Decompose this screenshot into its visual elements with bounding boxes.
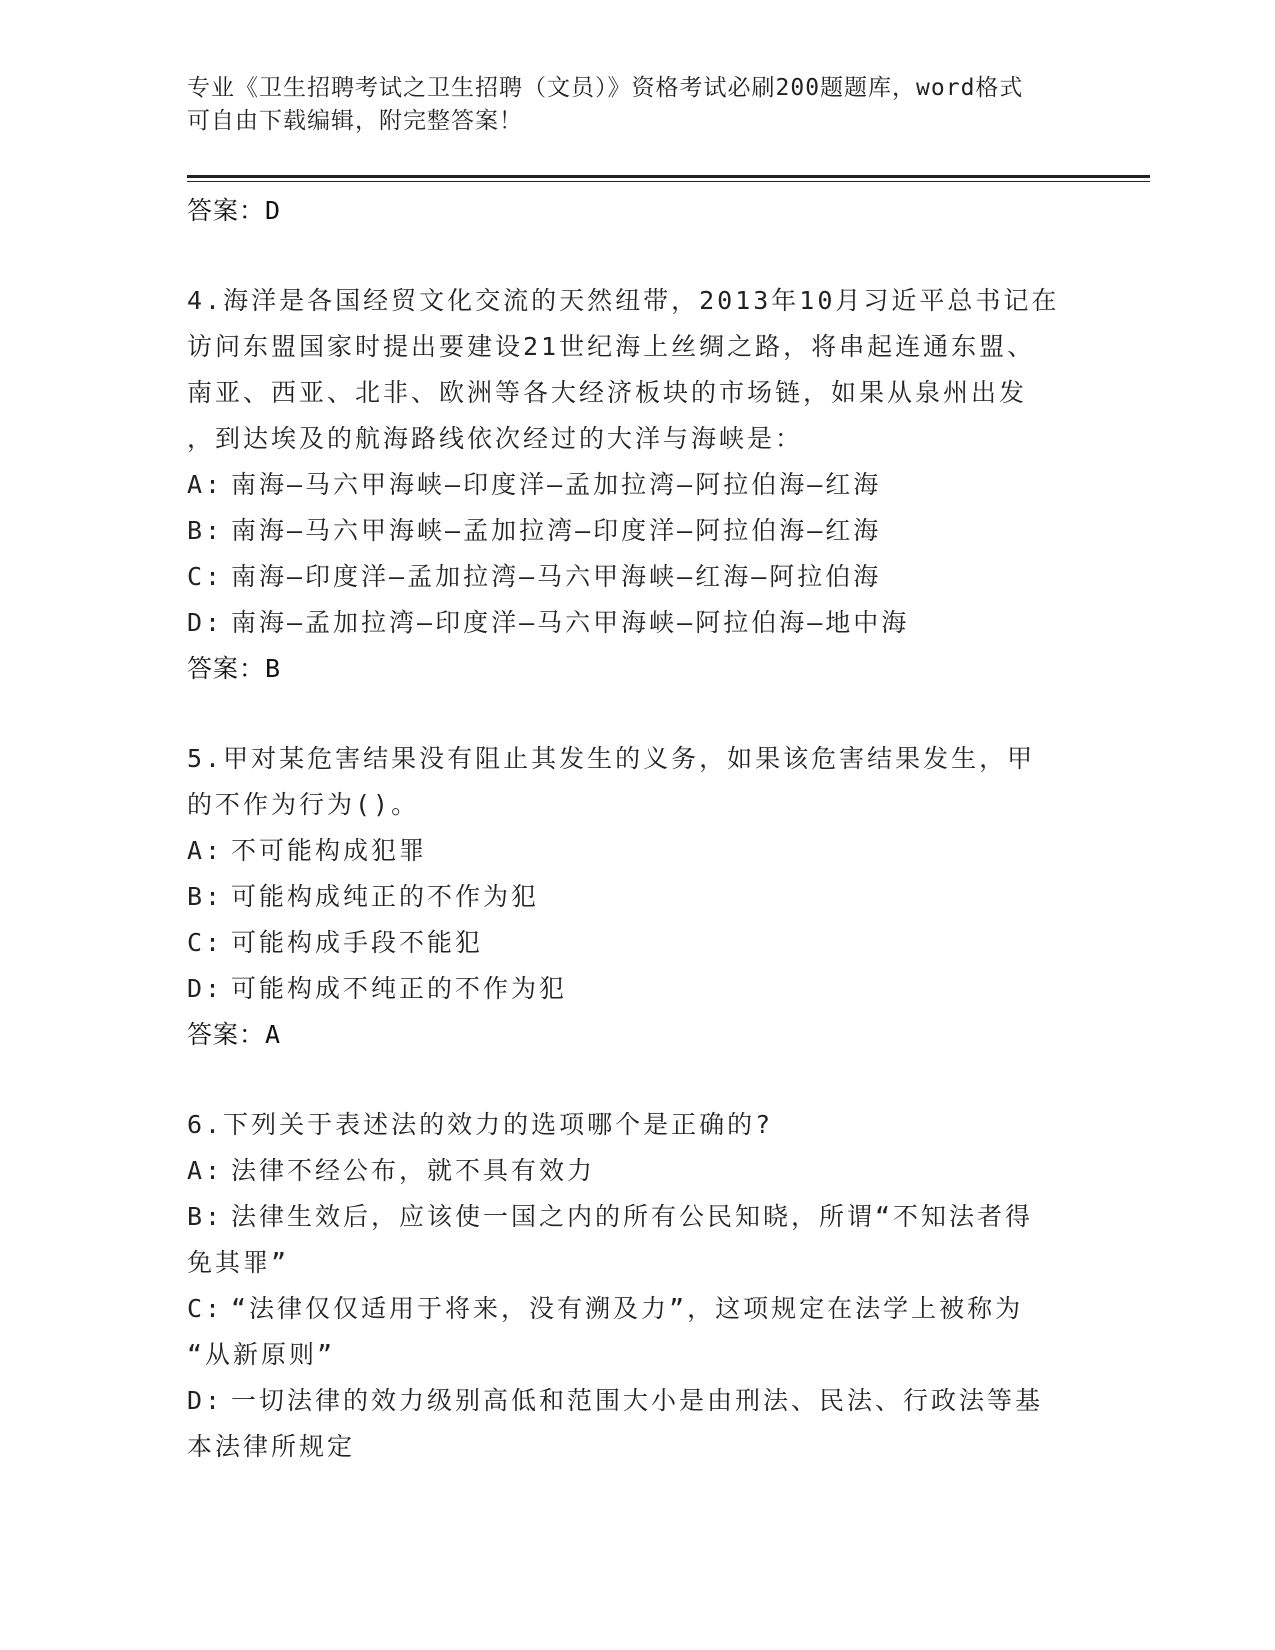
option-label: D: [187,1386,224,1415]
option-a [187,462,1087,508]
option-label: C: [187,1294,224,1323]
question-stem [187,278,1087,462]
header-rule-thin [187,181,1150,182]
option-label: A: [187,1156,224,1185]
answer-line: 答案：B [187,654,282,683]
stem-line: 访问东盟国家时提出要建设21世纪海上丝绸之路，将串起连通东盟、 [187,332,1036,361]
stem-line: 5.甲对某危害结果没有阻止其发生的义务，如果该危害结果发生，甲 [187,744,1036,773]
option-text: 可能构成纯正的不作为犯 [231,882,540,911]
question-block [187,736,1087,1058]
option-text: 法律生效后，应该使一国之内的所有公民知晓，所谓“不知法者得 [231,1202,1034,1231]
option-a [187,1148,1087,1194]
option-text: 法律不经公布，就不具有效力 [231,1156,596,1185]
option-c [187,920,1087,966]
option-text: 南海—马六甲海峡—孟加拉湾—印度洋—阿拉伯海—红海 [231,516,882,545]
option-text-continued: 免其罪” [187,1248,290,1277]
option-label: D: [187,608,224,637]
option-text: 南海—孟加拉湾—印度洋—马六甲海峡—阿拉伯海—地中海 [231,608,910,637]
option-label: B: [187,1202,224,1231]
document-header [187,72,1067,138]
option-d [187,600,1087,646]
option-c [187,1286,1087,1378]
option-label: A: [187,470,224,499]
question-block [187,1102,1087,1470]
option-label: B: [187,516,224,545]
option-text-continued: 本法律所规定 [187,1432,356,1461]
option-b [187,508,1087,554]
question-block [187,278,1087,692]
option-text: 不可能构成犯罪 [231,836,428,865]
option-text: 可能构成不纯正的不作为犯 [231,974,568,1003]
question-stem [187,1102,1087,1148]
option-label: A: [187,836,224,865]
option-a [187,828,1087,874]
answer-line: 答案：A [187,1020,282,1049]
option-text: 南海—印度洋—孟加拉湾—马六甲海峡—红海—阿拉伯海 [231,562,882,591]
option-text-continued: “从新原则” [187,1340,336,1369]
stem-line: 的不作为行为()。 [187,790,420,819]
stem-line: 4.海洋是各国经贸文化交流的天然纽带，2013年10月习近平总书记在 [187,286,1060,315]
option-text: “法律仅仅适用于将来，没有溯及力”，这项规定在法学上被称为 [231,1294,1024,1323]
option-text: 一切法律的效力级别高低和范围大小是由刑法、民法、行政法等基 [231,1386,1044,1415]
header-rule-thick [187,175,1150,178]
option-d [187,1378,1087,1470]
header-line-1: 专业《卫生招聘考试之卫生招聘（文员）》资格考试必刷200题题库，word格式 [187,75,1024,101]
option-label: C: [187,928,224,957]
option-d [187,966,1087,1012]
stem-line: 南亚、西亚、北非、欧洲等各大经济板块的市场链，如果从泉州出发 [187,378,1028,407]
option-label: D: [187,974,224,1003]
option-text: 可能构成手段不能犯 [231,928,484,957]
stem-line: ，到达埃及的航海路线依次经过的大洋与海峡是： [187,424,804,453]
stem-line: 6.下列关于表述法的效力的选项哪个是正确的? [187,1110,774,1139]
document-body [187,188,1087,1470]
question-stem [187,736,1087,828]
option-b [187,1194,1087,1286]
answer-line: 答案：D [187,196,282,225]
option-label: B: [187,882,224,911]
option-b [187,874,1087,920]
header-line-2: 可自由下载编辑，附完整答案！ [187,108,523,134]
option-text: 南海—马六甲海峡—印度洋—孟加拉湾—阿拉伯海—红海 [231,470,882,499]
option-label: C: [187,562,224,591]
option-c [187,554,1087,600]
